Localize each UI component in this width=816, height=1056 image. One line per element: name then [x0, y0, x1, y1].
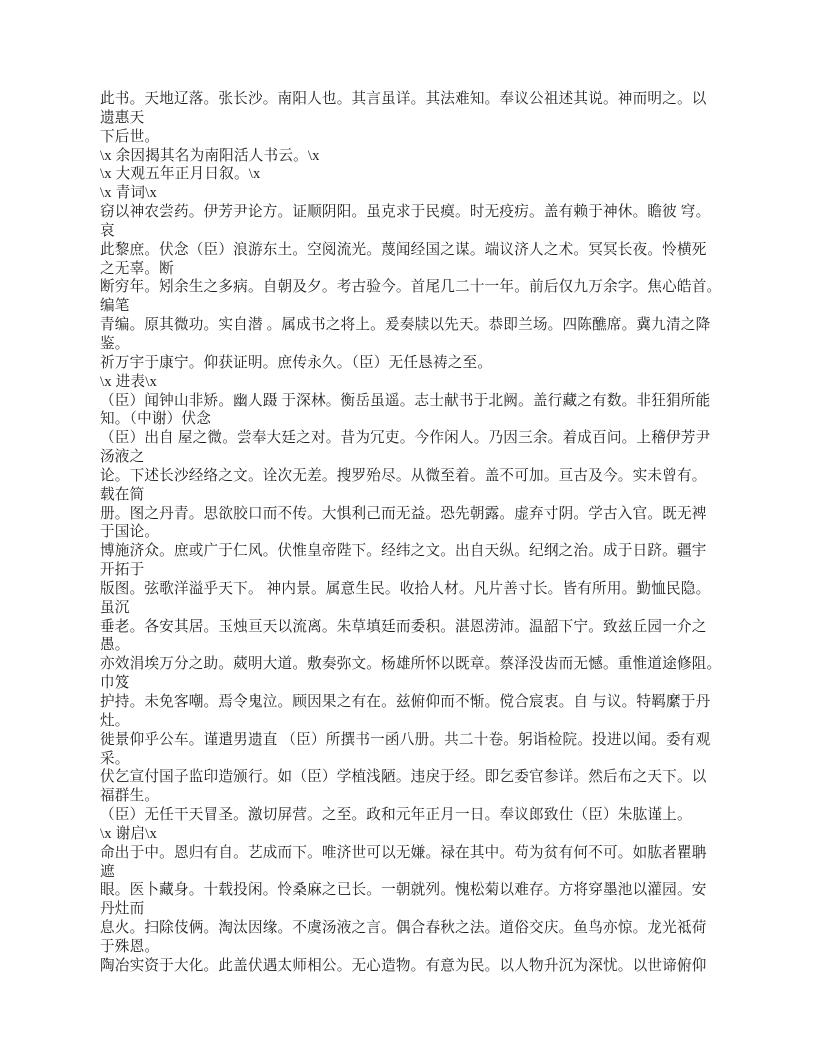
- text-line: \x 进表\x: [100, 373, 157, 390]
- text-line: 巾笈: [100, 675, 130, 692]
- text-line: 垂老。各安其居。玉烛亘天以流离。朱草填廷而委积。湛恩涝沛。温韶下宁。致兹丘园一介之: [100, 618, 707, 635]
- text-line: 于殊恩。: [100, 938, 160, 955]
- text-line: 灶。: [100, 712, 130, 729]
- text-line: 之无辜。断: [100, 260, 174, 277]
- text-line: 下后世。: [100, 128, 160, 145]
- text-line: 窃以神农尝药。伊芳尹论方。证顺阴阳。虽克求于民瘼。时无疫疠。盖有赖于神休。瞻彼 穹。: [100, 204, 711, 221]
- text-line: 虽沉: [100, 599, 130, 616]
- text-block: [100, 90, 728, 976]
- text-line: 祈万宇于康宁。仰获证明。庶传永久。（臣）无任恳祷之至。: [100, 354, 493, 371]
- text-line: \x 余因揭其名为南阳活人书云。\x: [100, 147, 320, 164]
- text-line: 陶冶实资于大化。此盖伏遇太师相公。无心造物。有意为民。以人物升沉为深忧。以世谛俯仰: [100, 957, 707, 974]
- text-line: 编笔: [100, 298, 130, 315]
- text-line: 于国论。: [100, 524, 160, 541]
- text-line: 福群生。: [100, 788, 160, 805]
- text-line: 愚。: [100, 637, 130, 654]
- text-line: 册。图之丹青。思欲胶口而不传。大惧利己而无益。恐先朝露。虚弃寸阴。学古入官。既无裨: [100, 505, 707, 522]
- text-line: 眼。医卜藏身。十载投闲。怜桑麻之已长。一朝就列。愧松菊以难存。方将穿墨池以灌园。安: [100, 882, 707, 899]
- text-line: 知。（中谢）伏念: [100, 411, 212, 428]
- text-line: 遮: [100, 863, 115, 880]
- text-line: （臣）闻钟山非矫。幽人蹑 于深林。衡岳虽遥。志士献书于北阙。盖行藏之有数。非狂狷所能: [100, 392, 711, 409]
- text-line: 命出于中。恩归有自。艺成而下。唯济世可以无嫌。禄在其中。苟为贫有何不可。如肱者瞿聃: [100, 844, 707, 861]
- text-line: 丹灶而: [100, 901, 145, 918]
- text-line: \x 谢启\x: [100, 825, 157, 842]
- text-line: （臣）无任干天冒圣。激切屏营。之至。政和元年正月一日。奉议郎致仕（臣）朱肱谨上。: [100, 807, 692, 824]
- text-line: 博施济众。庶或广于仁风。伏惟皇帝陛下。经纬之文。出自天纵。纪纲之治。成于日跻。疆宇: [100, 543, 707, 560]
- text-line: 息火。扫除伎俩。淘汰因缘。不虞汤液之言。偶合春秋之法。道俗交庆。鱼鸟亦惊。龙光祗荷: [100, 920, 707, 937]
- text-line: 徙景仰乎公车。谨遣男遗直 （臣）所撰书一函八册。共二十卷。躬诣检院。投进以闻。委有观: [100, 731, 711, 748]
- text-line: 青编。原其微功。实自潜 。属成书之将上。爰奏牍以先天。恭即兰场。四陈醮席。冀九清之降: [100, 317, 711, 334]
- text-line: 此书。天地辽落。张长沙。南阳人也。其言虽详。其法难知。奉议公祖述其说。神而明之。以: [100, 91, 707, 107]
- text-line: 论。下述长沙经络之文。诠次无差。搜罗殆尽。从微至着。盖不可加。亘古及今。实未曾有。: [100, 467, 707, 484]
- text-line: 鉴。: [100, 335, 130, 352]
- text-line: 版图。弦歌洋溢乎天下。 神内景。属意生民。收拾人材。凡片善寸长。皆有所用。勤恤民隐。: [100, 580, 711, 597]
- text-line: 汤液之: [100, 449, 145, 466]
- text-line: 采。: [100, 750, 130, 767]
- text-line: \x 青词\x: [100, 185, 157, 202]
- text-line: 护持。未免客嘲。焉令鬼泣。顾因果之有在。兹俯仰而不惭。傥合宸衷。自 与议。特羁縻于丹: [100, 694, 711, 710]
- text-line: 载在简: [100, 486, 145, 503]
- text-line: 伏乞宣付国子监印造颁行。如（臣）学植浅陋。违戾于经。即乞委官参详。然后布之天下。以: [100, 769, 707, 786]
- text-line: 亦效涓埃万分之助。葳明大道。敷奏弥文。杨雄所怀以既章。蔡泽没齿而无憾。重惟道途修阻。: [100, 656, 722, 673]
- text-line: 断穷年。矧余生之多病。自朝及夕。考古验今。首尾几二十一年。前后仅九万余字。焦心皓首。: [100, 279, 722, 296]
- text-line: \x 大观五年正月日叙。\x: [100, 166, 261, 183]
- text-line: 开拓于: [100, 562, 145, 579]
- text-line: 遗惠天: [100, 109, 145, 126]
- text-line: 此黎庶。伏念（臣）浪游东土。空阅流光。蔑闻经国之谋。端议济人之术。冥冥长夜。怜横死: [100, 241, 707, 258]
- text-line: （臣）出自 屋之微。尝奉大廷之对。昔为冗吏。今作闲人。乃因三余。着成百问。上稽伊芳尹: [100, 430, 711, 447]
- text-line: 哀: [100, 222, 115, 239]
